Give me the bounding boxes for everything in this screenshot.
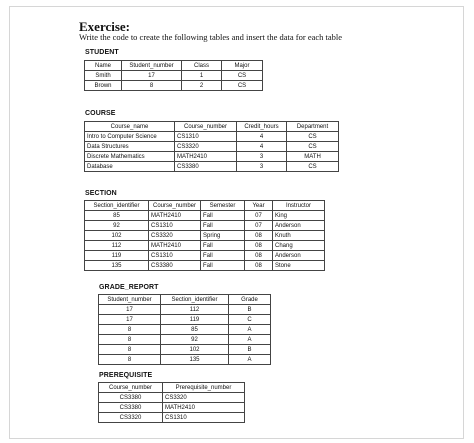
table-cell: King (273, 211, 325, 221)
column-header: Name (85, 61, 122, 71)
table-cell: Data Structures (85, 142, 175, 152)
table-cell: CS3320 (99, 413, 163, 423)
table-cell: MATH (287, 152, 339, 162)
table-cell: CS (222, 81, 263, 91)
table-cell: 85 (161, 325, 229, 335)
table-cell: Spring (201, 231, 245, 241)
exercise-instruction: Write the code to create the following tables and insert the data for each table (79, 32, 343, 42)
table-cell: 17 (99, 315, 161, 325)
column-header: Prerequisite_number (163, 383, 245, 393)
table-cell: 17 (122, 71, 182, 81)
table-row (99, 305, 271, 315)
table-cell: MATH2410 (149, 241, 201, 251)
table-row (85, 152, 339, 162)
table-cell: MATH2410 (149, 211, 201, 221)
table-cell: Chang (273, 241, 325, 251)
column-header: Section_identifier (161, 295, 229, 305)
section-table-label: SECTION (85, 190, 117, 197)
table-row (99, 403, 245, 413)
table-cell: 8 (99, 355, 161, 365)
table-row (85, 241, 325, 251)
table-cell: Anderson (273, 221, 325, 231)
table-cell: B (229, 305, 271, 315)
table-cell: MATH2410 (175, 152, 237, 162)
column-header: Course_number (149, 201, 201, 211)
prerequisite-table-label: PREREQUISITE (99, 372, 153, 379)
column-header: Grade (229, 295, 271, 305)
table-cell: 4 (237, 132, 287, 142)
table-cell: CS (287, 142, 339, 152)
column-header: Course_number (175, 122, 237, 132)
table-cell: Fall (201, 261, 245, 271)
column-header: Course_name (85, 122, 175, 132)
column-header: Student_number (122, 61, 182, 71)
table-row (85, 261, 325, 271)
table-row (99, 315, 271, 325)
table-header-row (85, 122, 339, 132)
table-cell: 08 (245, 231, 273, 241)
section-table (84, 200, 325, 271)
table-cell: 07 (245, 221, 273, 231)
table-cell: 1 (182, 71, 222, 81)
table-cell: Intro to Computer Science (85, 132, 175, 142)
table-cell: Database (85, 162, 175, 172)
table-cell: 92 (85, 221, 149, 231)
course-table-label: COURSE (85, 110, 116, 117)
table-row (85, 71, 263, 81)
table-cell: 112 (85, 241, 149, 251)
exercise-title: Exercise: (79, 19, 131, 34)
table-row (85, 251, 325, 261)
table-cell: CS3320 (149, 231, 201, 241)
column-header: Year (245, 201, 273, 211)
table-cell: CS (222, 71, 263, 81)
table-cell: MATH2410 (163, 403, 245, 413)
table-cell: 07 (245, 211, 273, 221)
table-cell: 8 (99, 335, 161, 345)
table-row (99, 335, 271, 345)
table-cell: 2 (182, 81, 222, 91)
table-row (99, 393, 245, 403)
table-cell: 08 (245, 251, 273, 261)
table-cell: A (229, 355, 271, 365)
column-header: Class (182, 61, 222, 71)
table-cell: 4 (237, 142, 287, 152)
table-cell: Fall (201, 241, 245, 251)
table-row (99, 325, 271, 335)
table-cell: Stone (273, 261, 325, 271)
table-cell: Discrete Mathematics (85, 152, 175, 162)
table-cell: 92 (161, 335, 229, 345)
table-cell: CS3380 (99, 393, 163, 403)
table-cell: 85 (85, 211, 149, 221)
table-cell: Smith (85, 71, 122, 81)
table-row (99, 345, 271, 355)
grade-report-table-label: GRADE_REPORT (99, 284, 159, 291)
column-header: Major (222, 61, 263, 71)
table-cell: CS1310 (163, 413, 245, 423)
table-cell: CS3380 (175, 162, 237, 172)
table-cell: 8 (122, 81, 182, 91)
table-cell: 112 (161, 305, 229, 315)
table-cell: A (229, 335, 271, 345)
table-row (85, 81, 263, 91)
student-table-label: STUDENT (85, 49, 119, 56)
column-header: Section_identifier (85, 201, 149, 211)
column-header: Course_number (99, 383, 163, 393)
table-cell: Knuth (273, 231, 325, 241)
table-cell: 8 (99, 345, 161, 355)
table-cell: 102 (85, 231, 149, 241)
column-header: Credit_hours (237, 122, 287, 132)
table-cell: 119 (85, 251, 149, 261)
table-row (99, 413, 245, 423)
grade-report-table (98, 294, 271, 365)
table-cell: B (229, 345, 271, 355)
table-row (85, 211, 325, 221)
table-cell: 119 (161, 315, 229, 325)
table-cell: 135 (161, 355, 229, 365)
table-cell: CS3380 (99, 403, 163, 413)
table-cell: Fall (201, 211, 245, 221)
column-header: Student_number (99, 295, 161, 305)
table-cell: CS3320 (175, 142, 237, 152)
table-cell: CS3380 (149, 261, 201, 271)
table-header-row (99, 383, 245, 393)
student-table (84, 60, 263, 91)
table-cell: 08 (245, 241, 273, 251)
table-cell: C (229, 315, 271, 325)
table-cell: 8 (99, 325, 161, 335)
table-cell: CS (287, 132, 339, 142)
table-row (85, 132, 339, 142)
table-row (85, 221, 325, 231)
table-cell: CS (287, 162, 339, 172)
column-header: Instructor (273, 201, 325, 211)
table-cell: CS1310 (175, 132, 237, 142)
table-cell: Anderson (273, 251, 325, 261)
course-table (84, 121, 339, 172)
table-cell: Fall (201, 221, 245, 231)
column-header: Department (287, 122, 339, 132)
table-cell: Fall (201, 251, 245, 261)
table-header-row (85, 61, 263, 71)
table-row (85, 142, 339, 152)
table-cell: Brown (85, 81, 122, 91)
table-cell: 17 (99, 305, 161, 315)
table-cell: CS3320 (163, 393, 245, 403)
table-row (85, 162, 339, 172)
table-cell: 3 (237, 162, 287, 172)
column-header: Semester (201, 201, 245, 211)
table-row (85, 231, 325, 241)
table-header-row (99, 295, 271, 305)
table-row (99, 355, 271, 365)
table-cell: 135 (85, 261, 149, 271)
table-cell: 08 (245, 261, 273, 271)
table-cell: 102 (161, 345, 229, 355)
table-cell: 3 (237, 152, 287, 162)
table-cell: A (229, 325, 271, 335)
prerequisite-table (98, 382, 245, 423)
table-header-row (85, 201, 325, 211)
table-cell: CS1310 (149, 251, 201, 261)
table-cell: CS1310 (149, 221, 201, 231)
